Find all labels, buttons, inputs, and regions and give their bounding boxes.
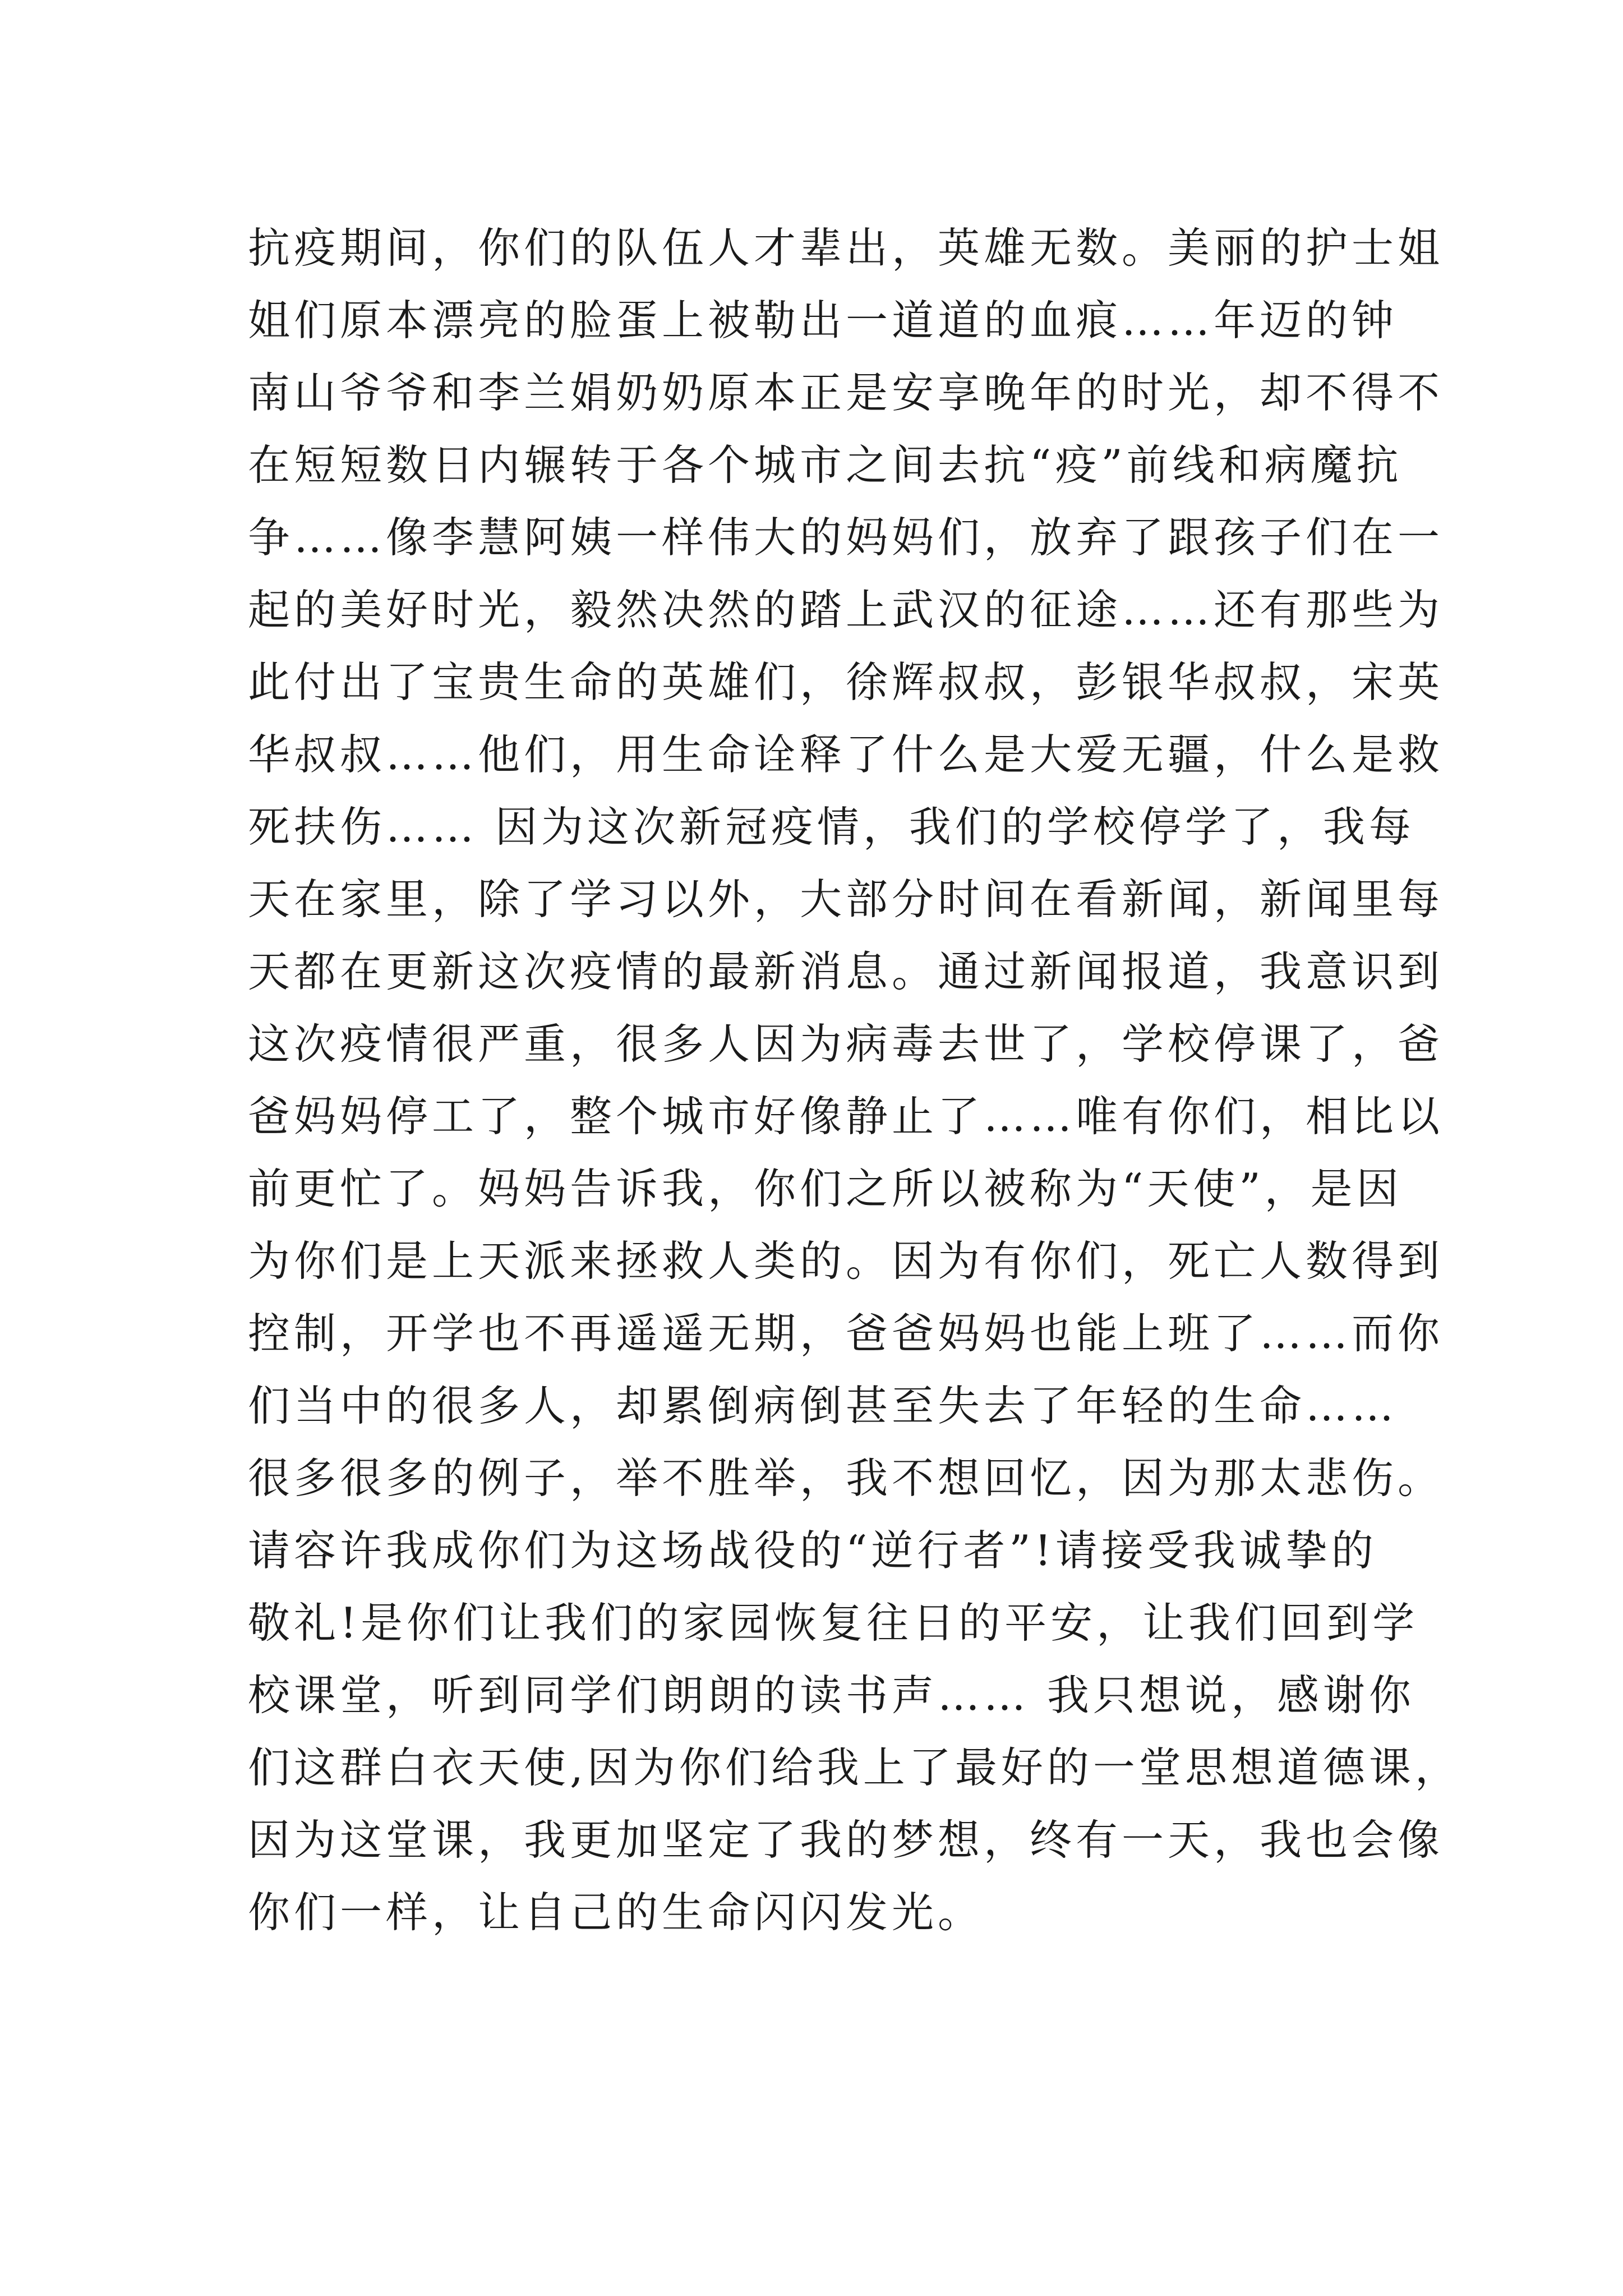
text-line: 你们一样，让自己的生命闪闪发光。: [248, 1888, 984, 1937]
text-line: 此付出了宝贵生命的英雄们，徐辉叔叔，彭银华叔叔，宋英: [248, 657, 1444, 707]
text-line: 们当中的很多人，却累倒病倒甚至失去了年轻的生命……: [248, 1381, 1398, 1430]
text-line: 请容许我成你们为这场战役的“逆行者”!请接受我诚挚的: [248, 1526, 1377, 1575]
text-line: 这次疫情很严重，很多人因为病毒去世了，学校停课了，爸: [248, 1019, 1444, 1069]
text-line: 为你们是上天派来拯救人类的。因为有你们，死亡人数得到: [248, 1236, 1444, 1286]
text-line: 抗疫期间，你们的队伍人才辈出，英雄无数。美丽的护士姐: [248, 223, 1444, 273]
document-body: [248, 212, 1461, 1949]
text-line: 敬礼!是你们让我们的家园恢复往日的平安，让我们回到学: [248, 1598, 1419, 1648]
text-line: 们这群白衣天使,因为你们给我上了最好的一堂思想道德课，: [248, 1743, 1461, 1792]
text-line: 天都在更新这次疫情的最新消息。通过新闻报道，我意识到: [248, 947, 1444, 996]
text-line: 很多很多的例子，举不胜举，我不想回忆，因为那太悲伤。: [248, 1453, 1444, 1503]
text-line: 前更忙了。妈妈告诉我，你们之所以被称为“天使”，是因: [248, 1164, 1403, 1213]
text-line: 爸妈妈停工了，整个城市好像静止了……唯有你们，相比以: [248, 1092, 1444, 1141]
text-line: 校课堂，听到同学们朗朗的读书声…… 我只想说，感谢你: [248, 1671, 1415, 1720]
text-line: 在短短数日内辗转于各个城市之间去抗“疫”前线和病魔抗: [248, 440, 1403, 490]
text-line: 华叔叔……他们，用生命诠释了什么是大爱无疆，什么是救: [248, 730, 1444, 779]
text-line: 姐们原本漂亮的脸蛋上被勒出一道道的血痕……年迈的钟: [248, 296, 1398, 345]
text-line: 天在家里，除了学习以外，大部分时间在看新闻，新闻里每: [248, 875, 1444, 924]
text-line: 死扶伤…… 因为这次新冠疫情，我们的学校停学了，我每: [248, 802, 1415, 852]
text-line: 起的美好时光，毅然决然的踏上武汉的征途……还有那些为: [248, 585, 1444, 634]
text-line: 因为这堂课，我更加坚定了我的梦想，终有一天，我也会像: [248, 1815, 1444, 1865]
text-line: 争……像李慧阿姨一样伟大的妈妈们，放弃了跟孩子们在一: [248, 513, 1444, 562]
text-line: 控制，开学也不再遥遥无期，爸爸妈妈也能上班了……而你: [248, 1309, 1444, 1358]
text-line: 南山爷爷和李兰娟奶奶原本正是安享晚年的时光，却不得不: [248, 368, 1444, 417]
